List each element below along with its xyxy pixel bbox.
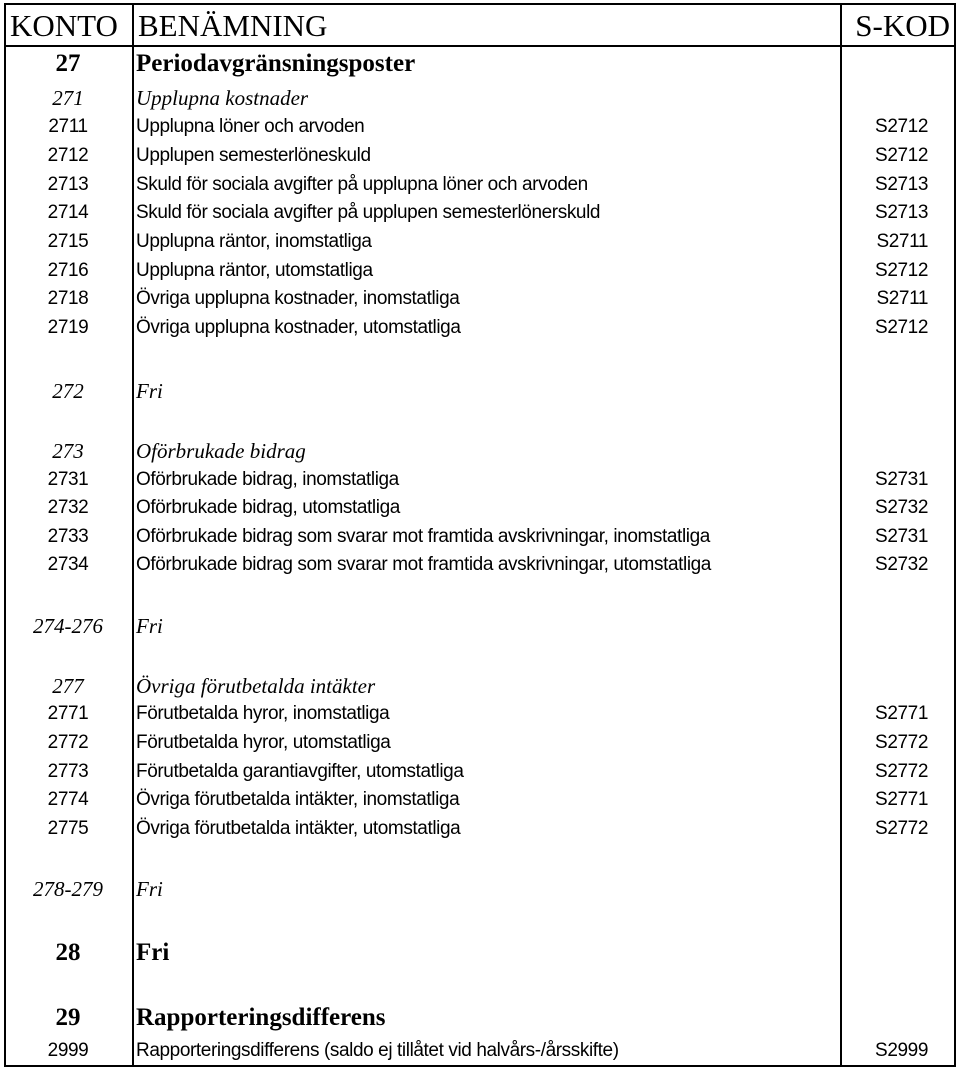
- s-kod: S2731: [875, 526, 928, 547]
- group-heading-row: [6, 84, 954, 112]
- s-kod: S2772: [875, 761, 928, 782]
- s-kod: S2771: [875, 703, 928, 724]
- account-name: Upplupna löner och arvoden: [136, 116, 365, 137]
- table-row: [6, 758, 954, 786]
- account-name: Övriga förutbetalda intäkter: [136, 674, 376, 698]
- account-name: Fri: [136, 939, 170, 966]
- account-code: 2716: [47, 260, 89, 281]
- s-kod: S2732: [875, 497, 928, 518]
- account-code: 2715: [47, 231, 89, 252]
- s-kod: S2772: [875, 732, 928, 753]
- account-name: Oförbrukade bidrag: [136, 439, 306, 463]
- account-code: 2999: [47, 1040, 89, 1061]
- header-skod: S-KOD: [855, 8, 950, 43]
- section-heading-row: [6, 1004, 954, 1032]
- table-row: [6, 523, 954, 551]
- account-name: Övriga upplupna kostnader, inomstatliga: [136, 288, 460, 309]
- account-code: 274-276: [33, 614, 103, 638]
- table-row: [6, 142, 954, 170]
- group-heading-row: [6, 672, 954, 700]
- account-name: Övriga upplupna kostnader, utomstatliga: [136, 317, 461, 338]
- account-name: Rapporteringsdifferens (saldo ej tillåtet vid halvårs-/årsskifte): [136, 1040, 619, 1061]
- account-code: 2774: [47, 789, 89, 810]
- table-row: [6, 285, 954, 313]
- table-row: [6, 551, 954, 579]
- account-code: 2732: [47, 497, 89, 518]
- table-row: [6, 314, 954, 342]
- s-kod: S2999: [875, 1040, 928, 1061]
- s-kod: S2713: [875, 202, 928, 223]
- account-name: Fri: [136, 614, 163, 638]
- s-kod: S2771: [875, 789, 928, 810]
- s-kod: S2772: [875, 818, 928, 839]
- account-code: 2713: [47, 174, 89, 195]
- account-name: Upplupna räntor, inomstatliga: [136, 231, 372, 252]
- account-code: 2719: [47, 317, 89, 338]
- table-row: [6, 729, 954, 757]
- s-kod: S2712: [875, 145, 928, 166]
- account-code: 271: [52, 86, 84, 110]
- account-table: [4, 3, 956, 1067]
- s-kod: S2711: [876, 231, 928, 252]
- s-kod: S2712: [875, 116, 928, 137]
- account-code: 2771: [47, 703, 89, 724]
- header-konto: KONTO: [10, 8, 118, 43]
- account-code: 2718: [47, 288, 89, 309]
- account-code: 278-279: [33, 877, 103, 901]
- table-row: [6, 494, 954, 522]
- table-row: [6, 257, 954, 285]
- account-name: Oförbrukade bidrag som svarar mot framtida avskrivningar, utomstatliga: [136, 554, 711, 575]
- account-code: 2773: [47, 761, 89, 782]
- account-name: Förutbetalda hyror, utomstatliga: [136, 732, 391, 753]
- table-row: [6, 700, 954, 728]
- s-kod: S2713: [875, 174, 928, 195]
- account-code: 2712: [47, 145, 89, 166]
- account-code: 2734: [47, 554, 89, 575]
- s-kod: S2712: [875, 317, 928, 338]
- account-code: 28: [55, 939, 81, 966]
- account-name: Upplupen semesterlöneskuld: [136, 145, 371, 166]
- account-code: 2714: [47, 202, 89, 223]
- header-benamning: BENÄMNING: [138, 8, 328, 43]
- account-code: 277: [52, 674, 84, 698]
- account-name: Övriga förutbetalda intäkter, inomstatliga: [136, 789, 460, 810]
- section-heading-row: [6, 939, 954, 967]
- account-name: Skuld för sociala avgifter på upplupna löner och arvoden: [136, 174, 588, 195]
- s-kod: S2711: [876, 288, 928, 309]
- account-code: 272: [52, 379, 84, 403]
- account-name: Förutbetalda garantiavgifter, utomstatliga: [136, 761, 464, 782]
- table-row: [6, 1037, 954, 1065]
- group-heading-row: [6, 612, 954, 640]
- account-name: Fri: [136, 379, 163, 403]
- account-name: Oförbrukade bidrag som svarar mot framtida avskrivningar, inomstatliga: [136, 526, 710, 547]
- table-row: [6, 815, 954, 843]
- header-divider: [6, 45, 954, 47]
- account-name: Oförbrukade bidrag, inomstatliga: [136, 469, 399, 490]
- account-code: 2775: [47, 818, 89, 839]
- account-code: 2731: [47, 469, 89, 490]
- group-heading-row: [6, 875, 954, 903]
- table-row: [6, 199, 954, 227]
- s-kod: S2712: [875, 260, 928, 281]
- table-row: [6, 171, 954, 199]
- account-name: Periodavgränsningsposter: [136, 50, 416, 77]
- account-name: Skuld för sociala avgifter på upplupen semesterlönerskuld: [136, 202, 601, 223]
- account-code: 2772: [47, 732, 89, 753]
- account-name: Upplupna räntor, utomstatliga: [136, 260, 373, 281]
- account-name: Rapporteringsdifferens: [136, 1004, 386, 1031]
- group-heading-row: [6, 437, 954, 465]
- table-row: [6, 113, 954, 141]
- account-name: Upplupna kostnader: [136, 86, 309, 110]
- account-name: Fri: [136, 877, 163, 901]
- account-code: 2733: [47, 526, 89, 547]
- account-name: Övriga förutbetalda intäkter, utomstatliga: [136, 818, 461, 839]
- account-code: 29: [55, 1004, 81, 1031]
- section-heading-row: [6, 50, 954, 78]
- s-kod: S2731: [875, 469, 928, 490]
- account-name: Oförbrukade bidrag, utomstatliga: [136, 497, 400, 518]
- group-heading-row: [6, 377, 954, 405]
- table-row: [6, 786, 954, 814]
- table-row: [6, 466, 954, 494]
- table-row: [6, 228, 954, 256]
- s-kod: S2732: [875, 554, 928, 575]
- account-code: 273: [52, 439, 84, 463]
- account-name: Förutbetalda hyror, inomstatliga: [136, 703, 390, 724]
- account-code: 2711: [48, 116, 88, 137]
- account-code: 27: [55, 50, 81, 77]
